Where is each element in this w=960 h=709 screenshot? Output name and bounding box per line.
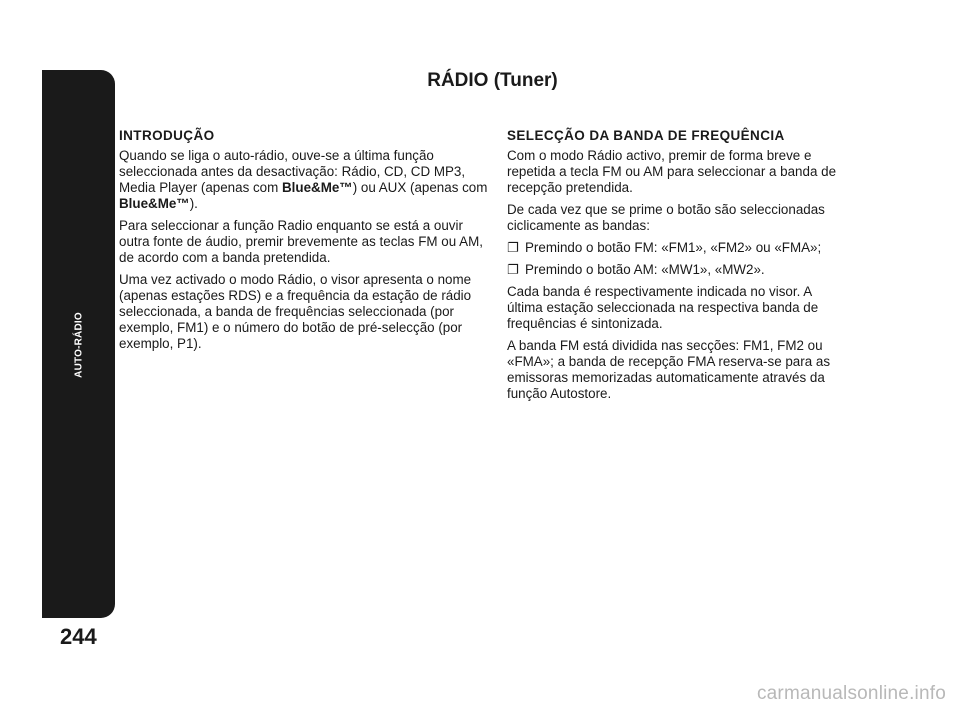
checkbox-bullet-icon: ❐	[507, 262, 519, 277]
paragraph-intro-2: Para seleccionar a função Radio enquanto se está a ouvir outra fonte de áudio, premir brevemente as teclas FM ou AM, de acordo com a banda pretendida.	[119, 218, 483, 265]
paragraph-band-1: Com o modo Rádio activo, premir de forma breve e repetida a tecla FM ou AM para seleccionar a banda de recepção pretendida.	[507, 148, 837, 195]
paragraph-intro-1	[119, 148, 491, 212]
page-title: RÁDIO (Tuner)	[427, 70, 558, 91]
bullet-item-am	[507, 262, 847, 278]
bullet-text: Premindo o botão AM: «MW1», «MW2».	[525, 262, 765, 277]
bullet-item-fm	[507, 240, 847, 256]
side-tab-label: AUTO-RÁDIO	[73, 312, 85, 378]
paragraph-intro-3: Uma vez activado o modo Rádio, o visor apresenta o nome (apenas estações RDS) e a frequência da estação de rádio seleccionada, a banda de frequências seleccionada (por exemplo, FM1) e o número do botão de pré-selecção (por exemplo, P1).	[119, 272, 472, 351]
text-run: ).	[189, 196, 198, 211]
text-run: Quando se liga o auto-rádio, ouve-se a última função seleccionada antes da desactivação: Rádio, CD, CD MP3, Media Player (apenas com	[119, 148, 466, 195]
paragraph-band-3: Cada banda é respectivamente indicada no visor. A última estação seleccionada na respectiva banda de frequências é sintonizada.	[507, 284, 819, 331]
watermark: carmanualsonline.info	[756, 683, 946, 704]
text-run: ) ou AUX (apenas com	[352, 180, 488, 195]
brand-name: Blue&Me™	[119, 196, 190, 211]
paragraph-band-4: A banda FM está dividida nas secções: FM1, FM2 ou «FMA»; a banda de recepção FMA reserva-se para as emissoras memorizadas automaticamente através da função Autostore.	[507, 338, 831, 401]
left-column	[119, 128, 491, 358]
right-column	[507, 128, 847, 408]
page-number: 244	[60, 624, 97, 649]
brand-name: Blue&Me™	[282, 180, 353, 195]
checkbox-bullet-icon: ❐	[507, 240, 519, 255]
section-heading-band-selection: SELECÇÃO DA BANDA DE FREQUÊNCIA	[507, 128, 785, 143]
paragraph-band-2: De cada vez que se prime o botão são seleccionadas ciclicamente as bandas:	[507, 202, 825, 233]
section-heading-introducao: INTRODUÇÃO	[119, 128, 215, 143]
bullet-text: Premindo o botão FM: «FM1», «FM2» ou «FMA»;	[525, 240, 822, 255]
